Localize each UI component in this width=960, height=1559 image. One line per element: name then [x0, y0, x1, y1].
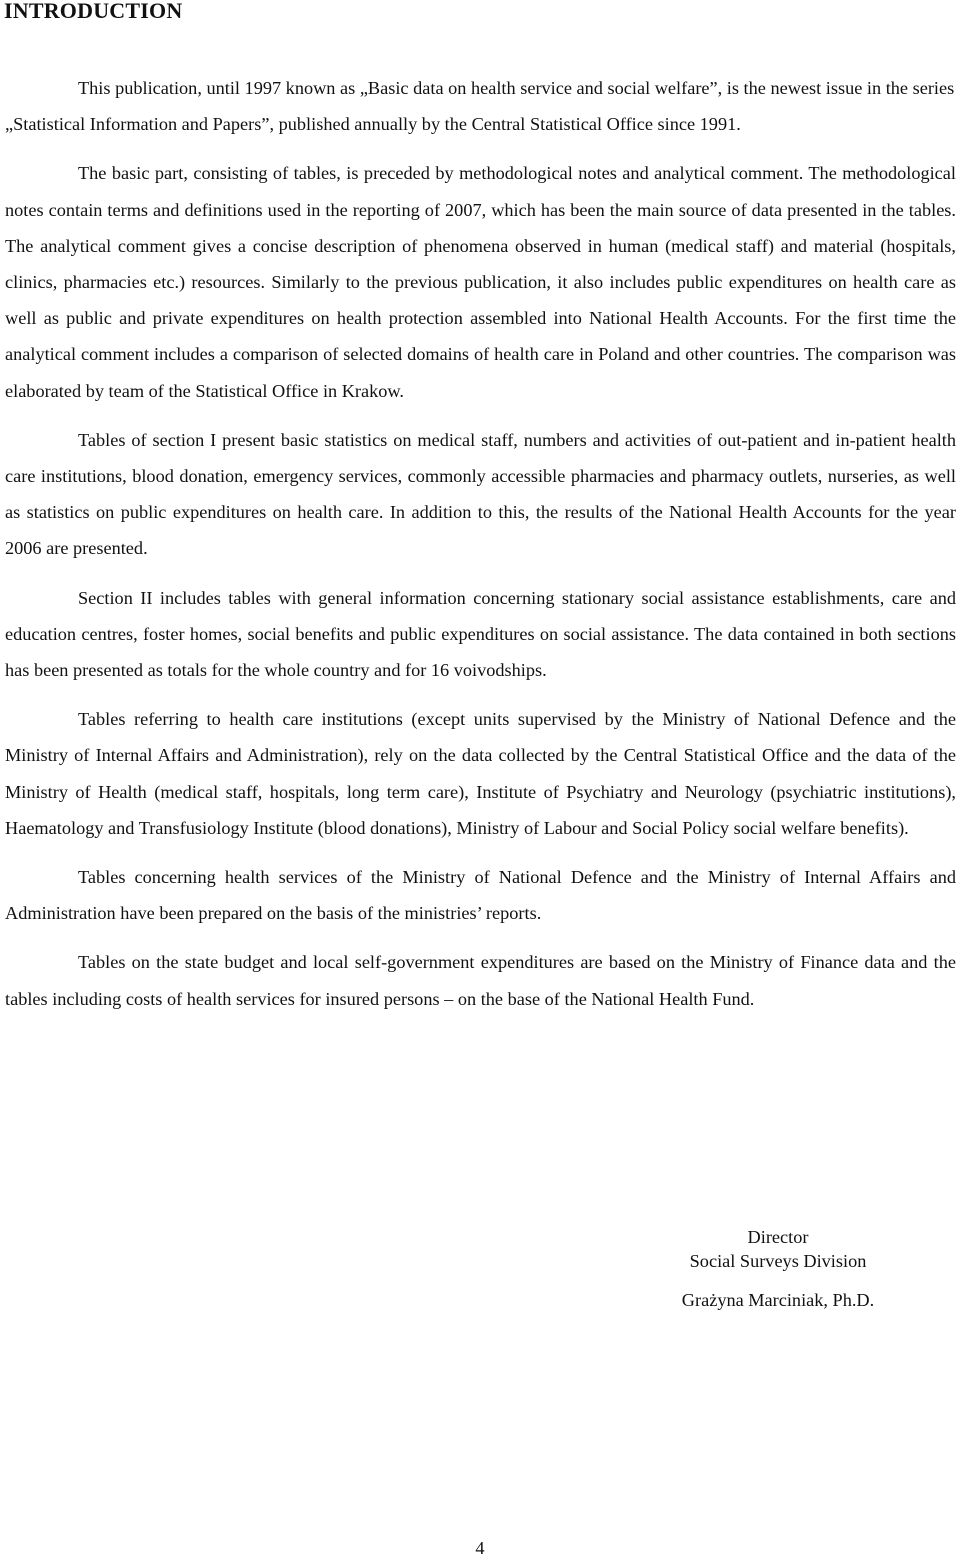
signature-role: Director — [747, 1227, 809, 1247]
paragraph-section-one: Tables of section I present basic statistics on medical staff, numbers and activities of out-patient and in-patient health care institutions, blood donation, emergency services, commonly accessible pharmacies and pharmacy outlets, nurseries, as well as statistics on public expenditures on health care. In addition to this, the results of the National Health Accounts for the year 2006 are presented. — [5, 429, 956, 559]
paragraph-data-sources: Tables referring to health care institutions (except units supervised by the Ministry of National Defence and the Ministry of Internal Affairs and Administration), rely on the data collected by the Central Statistical Office and the data of the Ministry of Health (medical staff, hospitals, long term care), Institute of Psychiatry and Neurology (psychiatric institutions), Haematology and Transfusiology Institute (blood donations), Ministry of Labour and Social Policy social welfare benefits). — [5, 709, 956, 838]
signature-block — [640, 1225, 916, 1312]
introduction-body — [5, 70, 956, 1017]
page-title: INTRODUCTION — [4, 0, 183, 23]
paragraph-section-two: Section II includes tables with general information concerning stationary social assistance establishments, care and education centres, foster homes, social benefits and public expenditures on social assistance. The data contained in both sections has been presented as totals for the whole country and for 16 voivodships. — [5, 587, 956, 681]
paragraph-budget-tables: Tables on the state budget and local self-government expenditures are based on the Ministry of Finance data and the tables including costs of health services for insured persons – on the base of the National Health Fund. — [5, 952, 956, 1009]
paragraph-structure: The basic part, consisting of tables, is preceded by methodological notes and analytical comment. The methodological notes contain terms and definitions used in the reporting of 2007, which has been the main source of data presented in the tables. The analytical comment gives a concise description of phenomena observed in human (medical staff) and material (hospitals, clinics, pharmacies etc.) resources. Similarly to the previous publication, it also includes public expenditures on health care as well as public and private expenditures on health protection assembled into National Health Accounts. For the first time the analytical comment includes a comparison of selected domains of health care in Poland and other countries. The comparison was elaborated by team of the Statistical Office in Krakow. — [5, 163, 956, 401]
paragraph-ministry-reports: Tables concerning health services of the Ministry of National Defence and the Ministry of Internal Affairs and Administration have been prepared on the basis of the ministries’ reports. — [5, 867, 956, 924]
paragraph-publication-history: This publication, until 1997 known as „Basic data on health service and social welfare”, is the newest issue in the series „Statistical Information and Papers”, published annually by the Central Statistical Office since 1991. — [5, 78, 955, 135]
page-number: 4 — [475, 1538, 485, 1558]
signature-division: Social Surveys Division — [689, 1251, 867, 1271]
signature-name: Grażyna Marciniak, Ph.D. — [681, 1290, 875, 1310]
